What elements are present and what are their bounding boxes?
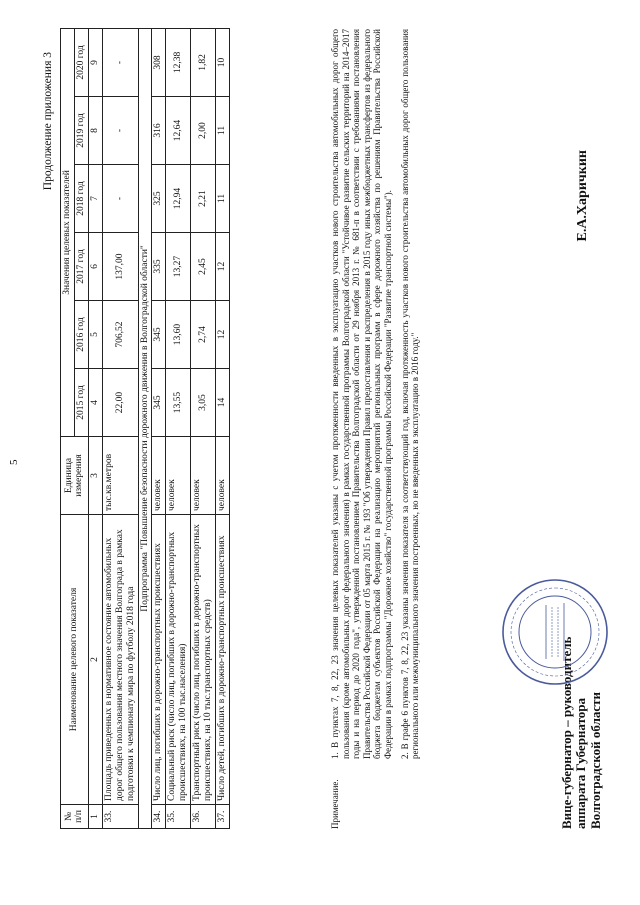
cell-value: 2,00 bbox=[191, 97, 216, 165]
subprogram-row bbox=[138, 28, 152, 828]
cell-value: 11 bbox=[216, 165, 230, 233]
cell-value: 335 bbox=[152, 233, 166, 301]
cell-num: 37. bbox=[216, 805, 230, 829]
cell-value: 12 bbox=[216, 301, 230, 369]
header-year: 2019 год bbox=[74, 97, 88, 165]
col-number: 9 bbox=[88, 28, 102, 96]
cell-num: 34. bbox=[152, 805, 166, 829]
header-col-numbers bbox=[88, 28, 102, 828]
subprogram-title: Подпрограмма "Повышение безопасности дорожного движения в Волгоградской области" bbox=[138, 28, 152, 828]
cell-value: 345 bbox=[152, 369, 166, 437]
table-row bbox=[166, 28, 191, 828]
col-number: 8 bbox=[88, 97, 102, 165]
cell-value: 2,45 bbox=[191, 233, 216, 301]
table-row bbox=[102, 28, 138, 828]
cell-value: 13,27 bbox=[166, 233, 191, 301]
cell-value: 2,74 bbox=[191, 301, 216, 369]
note-1: 1. В пунктах 7, 8, 22, 23 значения целевых показателей указаны с учетом протяженности введенных в эксплуатацию участков нового строительства автомобильных дорог общего пользования (кроме автомобильных дорог федерального значения) в рамках государственной программы Волгоградской области "Устойчивое развитие сельских территорий на 2014–2017 годы и на период до 2020 года", утвержденной постановлением Правительства Волгоградской области от 29 ноября 2013 г. № 681-п в соответствии с требованиями постановления Правительства Российской Федерации от 05 марта 2015 г. № 193 "Об утверждении Правил предоставления и распределения в 2015 году иных межбюджетных трансфертов из федерального бюджета бюджетам субъектов Российской Федерации на реализацию мероприятий региональных программ в сфере дорожного хозяйства по решениям Правительства Российской Федерации в рамках подпрограммы "Дорожное хозяйство" государственной программы Российской Федерации "Развитие транспортной системы"). bbox=[330, 29, 394, 759]
cell-unit: человек bbox=[191, 437, 216, 515]
col-number: 1 bbox=[88, 805, 102, 829]
cell-unit: человек bbox=[152, 437, 166, 515]
cell-value: 308 bbox=[152, 28, 166, 96]
signatory-line: аппарата Губернатора bbox=[573, 697, 589, 829]
header-year: 2018 год bbox=[74, 165, 88, 233]
cell-value: 14 bbox=[216, 369, 230, 437]
header-values-group: Значения целевых показателей bbox=[61, 28, 75, 436]
header-year: 2020 год bbox=[74, 28, 88, 96]
col-number: 4 bbox=[88, 369, 102, 437]
table-row bbox=[191, 28, 216, 828]
note-2: 2. В графе 6 пунктов 7, 8, 22, 23 указаны значения показателя за соответствующий год, включая протяженность участков нового строительства автомобильных дорог общего пользования регионального или межмуниципального значения построенных, но не введенных в эксплуатацию в 2016 году." bbox=[399, 29, 421, 759]
header-unit: Единица измерения bbox=[61, 437, 89, 515]
cell-unit: человек bbox=[216, 437, 230, 515]
cell-value: 12,94 bbox=[166, 165, 191, 233]
table-row bbox=[152, 28, 166, 828]
cell-name: Социальный риск (число лиц, погибших в дорожно-транспортных происшествиях, на 100 тыс.населения) bbox=[166, 515, 191, 805]
signatory-line: Волгоградской области bbox=[587, 691, 603, 829]
cell-value: - bbox=[102, 97, 138, 165]
official-stamp-icon bbox=[500, 577, 610, 687]
cell-name: Транспортный риск (число лиц, погибших в дорожно-транспортных происшествиях, на 10 тыс.транспортных средств) bbox=[191, 515, 216, 805]
col-number: 6 bbox=[88, 233, 102, 301]
table-body-top bbox=[102, 28, 138, 828]
col-number: 3 bbox=[88, 437, 102, 515]
header-year: 2016 год bbox=[74, 301, 88, 369]
cell-value: 325 bbox=[152, 165, 166, 233]
col-number: 7 bbox=[88, 165, 102, 233]
notes-label: Примечание. bbox=[330, 779, 340, 829]
cell-name: Число лиц, погибших в дорожно-транспортных происшествиях bbox=[152, 515, 166, 805]
cell-value: 12,38 bbox=[166, 28, 191, 96]
cell-value: 316 bbox=[152, 97, 166, 165]
cell-unit: человек bbox=[166, 437, 191, 515]
cell-value: 13,55 bbox=[166, 369, 191, 437]
cell-value: - bbox=[102, 28, 138, 96]
cell-value: 345 bbox=[152, 301, 166, 369]
continuation-label: Продолжение приложения 3 bbox=[42, 52, 54, 191]
cell-value: 2,21 bbox=[191, 165, 216, 233]
cell-value: 3,05 bbox=[191, 369, 216, 437]
header-name: Наименование целевого показателя bbox=[61, 515, 89, 805]
cell-value: 22,00 bbox=[102, 369, 138, 437]
header-year: 2015 год bbox=[74, 369, 88, 437]
cell-value: 1,82 bbox=[191, 28, 216, 96]
header-num: № п/п bbox=[61, 805, 89, 829]
cell-value: - bbox=[102, 165, 138, 233]
cell-unit: тыс.кв.метров bbox=[102, 437, 138, 515]
cell-value: 12,64 bbox=[166, 97, 191, 165]
cell-value: 706,52 bbox=[102, 301, 138, 369]
cell-name: Площадь приведенных в нормативное состояние автомобильных дорог общего пользования местного значения Волгограда в рамках подготовки к чемпионату мира по футболу 2018 года bbox=[102, 515, 138, 805]
cell-value: 11 bbox=[216, 97, 230, 165]
table-body-bottom bbox=[152, 28, 230, 828]
cell-num: 33. bbox=[102, 805, 138, 829]
cell-value: 137,00 bbox=[102, 233, 138, 301]
cell-num: 36. bbox=[191, 805, 216, 829]
indicators-table bbox=[60, 28, 230, 829]
header-row-1 bbox=[61, 28, 75, 828]
cell-num: 35. bbox=[166, 805, 191, 829]
signatory-line: Вице-губернатор – руководитель bbox=[559, 636, 574, 829]
notes-block bbox=[330, 29, 427, 829]
col-number: 2 bbox=[88, 515, 102, 805]
header-year: 2017 год bbox=[74, 233, 88, 301]
page-number: 5 bbox=[8, 459, 20, 465]
cell-value: 10 bbox=[216, 28, 230, 96]
signatory-name: Е.А.Харичкин bbox=[575, 150, 590, 242]
col-number: 5 bbox=[88, 301, 102, 369]
cell-name: Число детей, погибших в дорожно-транспортных происшествиях bbox=[216, 515, 230, 805]
cell-value: 13,60 bbox=[166, 301, 191, 369]
table-row bbox=[216, 28, 230, 828]
cell-value: 12 bbox=[216, 233, 230, 301]
